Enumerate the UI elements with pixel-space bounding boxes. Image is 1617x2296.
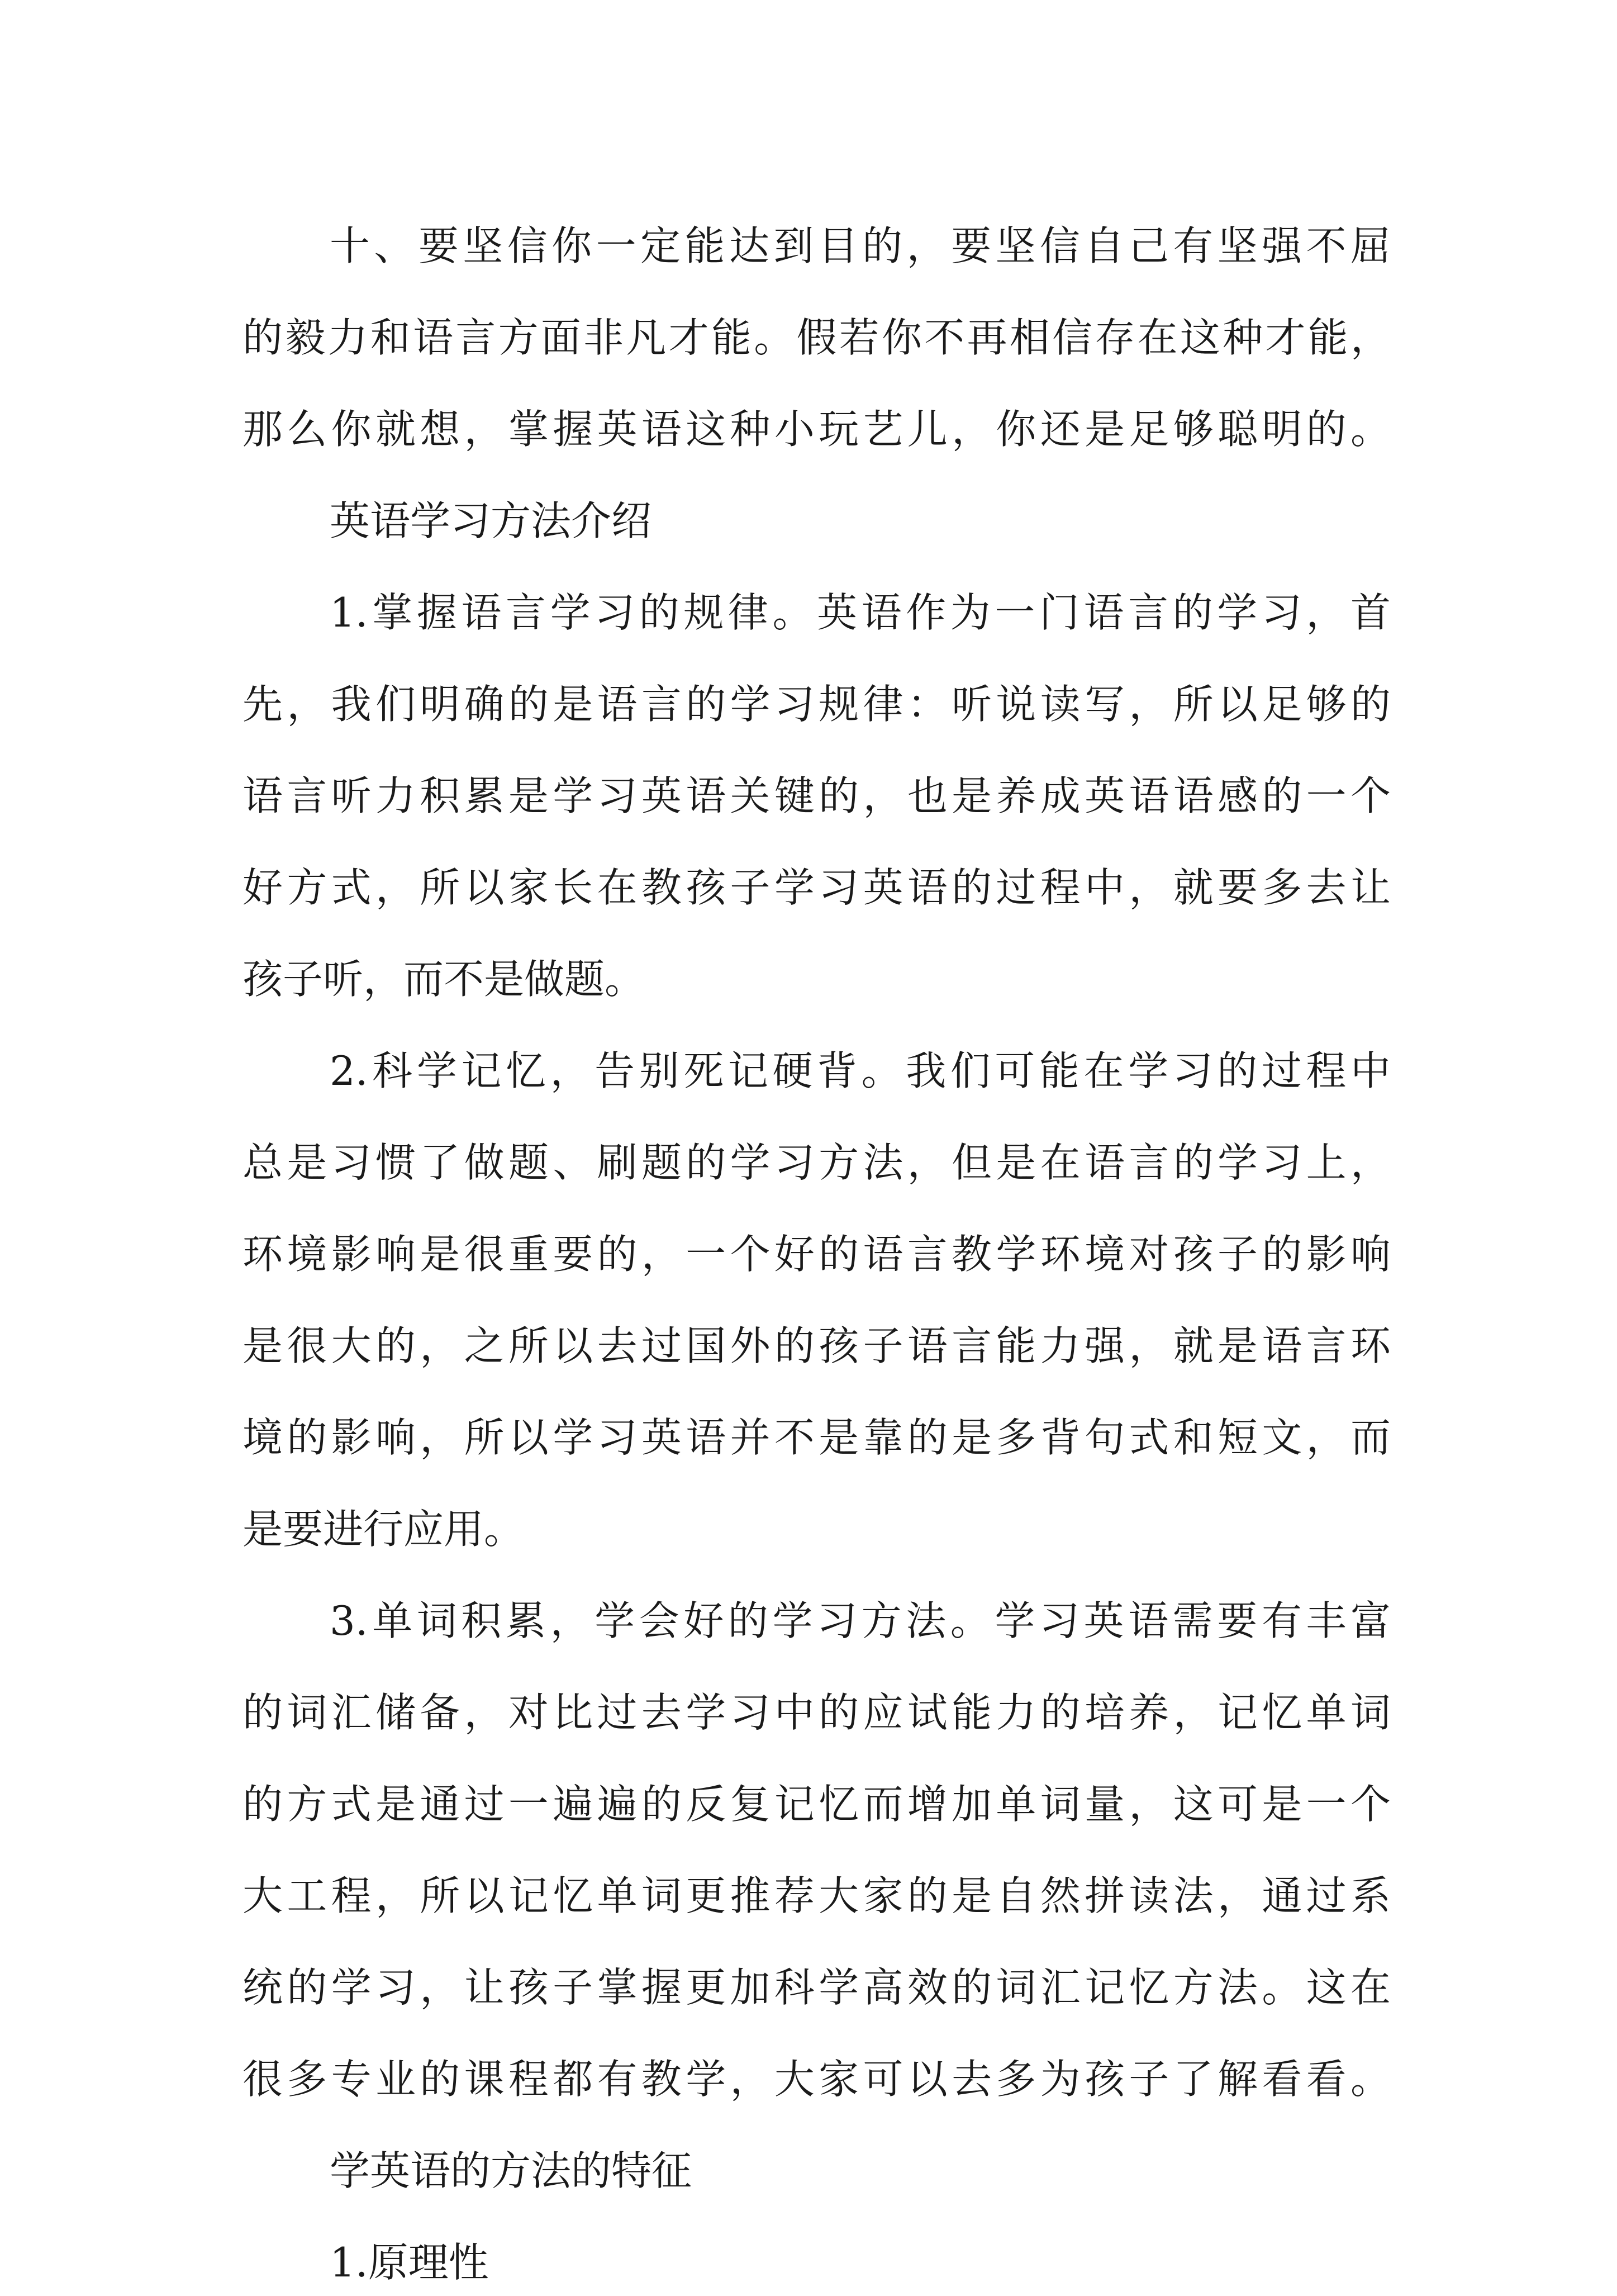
paragraph-line: 3.单词积累，学会好的学习方法。学习英语需要有丰富 <box>330 1597 1391 1644</box>
paragraph-line: 孩子听，而不是做题。 <box>242 956 645 1003</box>
section-heading: 英语学习方法介绍 <box>330 497 652 544</box>
paragraph-line: 的词汇储备，对比过去学习中的应试能力的培养，记忆单词 <box>242 1689 1391 1736</box>
paragraph-line: 境的影响，所以学习英语并不是靠的是多背句式和短文，而 <box>242 1414 1391 1461</box>
paragraph-line: 十、要坚信你一定能达到目的，要坚信自己有坚强不屈 <box>330 222 1391 269</box>
paragraph-line: 好方式，所以家长在教孩子学习英语的过程中，就要多去让 <box>242 864 1391 911</box>
paragraph-line: 是很大的，之所以去过国外的孩子语言能力强，就是语言环 <box>242 1322 1391 1369</box>
paragraph-line: 的毅力和语言方面非凡才能。假若你不再相信存在这种才能， <box>242 314 1391 361</box>
paragraph-line: 大工程，所以记忆单词更推荐大家的是自然拼读法，通过系 <box>242 1872 1391 1919</box>
paragraph-line: 统的学习，让孩子掌握更加科学高效的词汇记忆方法。这在 <box>242 1964 1391 2011</box>
paragraph-line: 先，我们明确的是语言的学习规律：听说读写，所以足够的 <box>242 681 1391 728</box>
paragraph-line: 那么你就想，掌握英语这种小玩艺儿，你还是足够聪明的。 <box>242 406 1391 453</box>
paragraph-line: 环境影响是很重要的，一个好的语言教学环境对孩子的影响 <box>242 1231 1391 1278</box>
section-heading: 学英语的方法的特征 <box>330 2147 692 2194</box>
paragraph-line: 的方式是通过一遍遍的反复记忆而增加单词量，这可是一个 <box>242 1781 1391 1828</box>
paragraph-line: 是要进行应用。 <box>242 1506 525 1553</box>
paragraph-line: 语言听力积累是学习英语关键的，也是养成英语语感的一个 <box>242 772 1391 819</box>
subsection-heading: 1.原理性 <box>330 2239 489 2286</box>
paragraph-line: 很多专业的课程都有教学，大家可以去多为孩子了解看看。 <box>242 2056 1391 2103</box>
paragraph-line: 总是习惯了做题、刷题的学习方法，但是在语言的学习上， <box>242 1139 1391 1186</box>
paragraph-line: 1.掌握语言学习的规律。英语作为一门语言的学习，首 <box>330 589 1391 636</box>
paragraph-line: 2.科学记忆，告别死记硬背。我们可能在学习的过程中 <box>330 1047 1391 1094</box>
